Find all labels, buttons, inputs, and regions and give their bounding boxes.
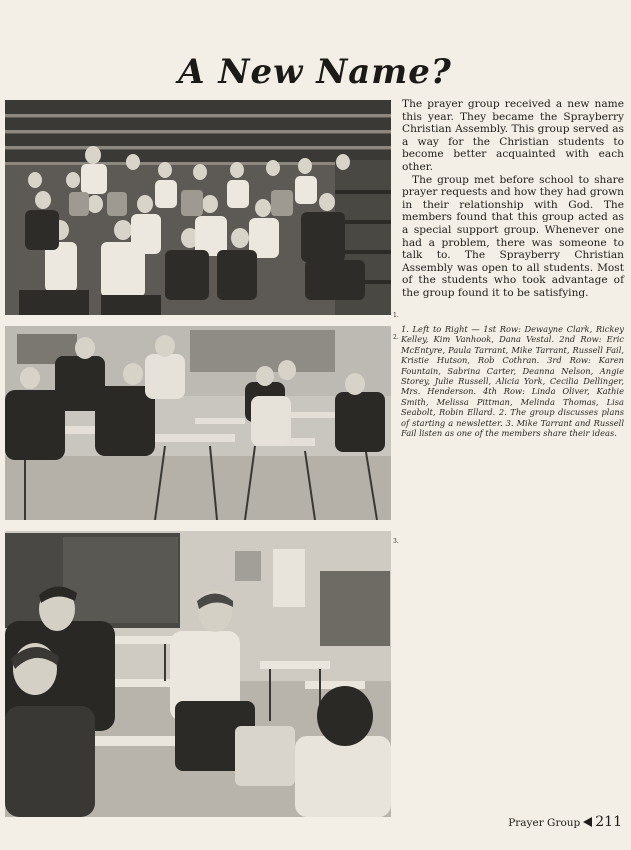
left-arrow-icon bbox=[583, 817, 592, 827]
page-number: 211 bbox=[595, 814, 622, 830]
classroom-discussion-photo bbox=[5, 326, 391, 520]
article-paragraph-2: The group met before school to share prayer requests and how they had grown in their relationship with God. The members found that this group acted as a special support group. Whenever one had a problem, there was someone to talk to. The Sprayberry Christian Assembly was open to all students. Most of the students who took advantage of the group found it to be satisfying. bbox=[402, 173, 624, 299]
article-paragraph-1: The prayer group received a new name this year. They became the Sprayberry Christian Assembly. This group served as a way for the Christian students to become better acquainted with each other. bbox=[402, 98, 624, 173]
footer-section-name: Prayer Group bbox=[508, 817, 581, 829]
page-footer bbox=[472, 814, 622, 832]
photo-caption: 1. Left to Right — 1st Row: Dewayne Clark, Rickey Kelley, Kim Vanhook, Dana Vestal. 2nd Row: Eric McEntyre, Paula Tarrant, Mike Tarrant, Russell Fail, Kristie Hutson, Rob Cothran. 3rd Row: Karen Fountain, Sabrina Carter, Deanna Nelson, Angie Storey, Julie Russell, Alicia York, Cecilia Dellinger, Mrs. Henderson. 4th Row: Linda Oliver, Kathie Smith, Melissa Pittman, Melinda Thomas, Lisa Seabolt, Robin Ellard. 2. The group discusses plans of starting a newsletter. 3. Mike Tarrant and Russell Fail listen as one of the members share their ideas. bbox=[401, 324, 624, 439]
photo-number-1: 1. bbox=[393, 312, 399, 319]
group-photo bbox=[5, 100, 391, 315]
article-body bbox=[402, 98, 624, 300]
photo-number-2: 2. bbox=[393, 334, 399, 341]
students-listening-photo bbox=[5, 531, 391, 817]
photo-number-3: 3. bbox=[393, 538, 399, 545]
page-title: A New Name? bbox=[178, 52, 452, 92]
